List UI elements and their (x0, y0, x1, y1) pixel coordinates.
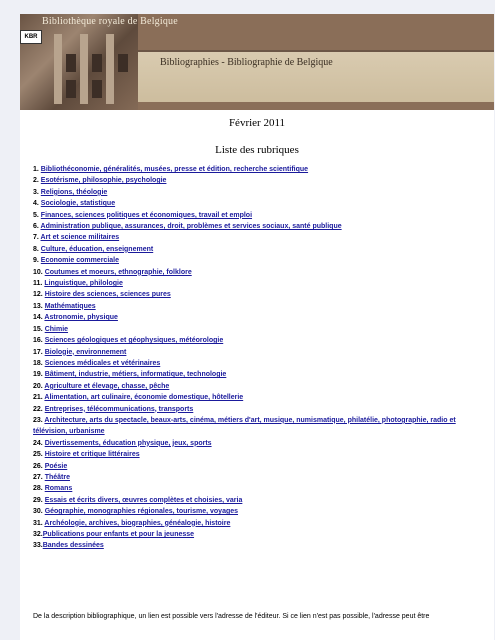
rubrique-item (33, 210, 491, 221)
rubrique-link[interactable]: Géographie, monographies régionales, tourisme, voyages (44, 508, 239, 516)
rubrique-number: 17. (33, 348, 43, 356)
rubrique-link[interactable]: Alimentation, art culinaire, économie domestique, hôtellerie (44, 394, 244, 402)
rubrique-link[interactable]: Histoire et critique littéraires (44, 451, 140, 459)
rubrique-number: 12. (33, 291, 43, 299)
rubrique-number: 28. (33, 485, 43, 493)
rubrique-number: 31. (33, 519, 43, 527)
rubrique-link[interactable]: Sciences géologiques et géophysiques, météorologie (44, 337, 224, 345)
rubrique-item (33, 278, 491, 289)
rubrique-link[interactable]: Chimie (44, 325, 69, 333)
rubrique-item (33, 438, 491, 449)
rubrique-link[interactable]: Architecture, arts du spectacle, beaux-arts, cinéma, métiers d'art, musique, numismatique, philatélie, photographie, radio et télévision, urbanisme (33, 416, 456, 436)
rubrique-item (33, 301, 491, 312)
rubrique-link[interactable]: Bandes dessinées (42, 542, 104, 550)
rubrique-link[interactable]: Biologie, environnement (44, 348, 127, 356)
rubrique-item (33, 244, 491, 255)
rubrique-number: 13. (33, 302, 43, 310)
rubrique-link[interactable]: Astronomie, physique (44, 314, 118, 322)
rubrique-number: 3. (33, 188, 39, 196)
library-building-photo (20, 14, 138, 110)
rubrique-item (33, 392, 491, 403)
rubrique-number: 32. (33, 531, 43, 538)
rubrique-item (33, 449, 491, 460)
rubrique-item (33, 506, 491, 517)
rubrique-link[interactable]: Bibliothéconomie, généralités, musées, presse et édition, recherche scientifique (40, 166, 309, 173)
rubrique-link[interactable]: Romans (44, 485, 73, 493)
kbr-logo[interactable]: KBR (20, 30, 42, 44)
rubrique-item (33, 289, 491, 300)
issue-date-heading: Février 2011 (228, 117, 286, 129)
rubrique-item (33, 472, 491, 483)
rubrique-link[interactable]: Sciences médicales et vétérinaires (44, 359, 161, 367)
rubrique-number: 10. (33, 268, 43, 276)
rubrique-number: 25. (33, 451, 43, 459)
rubrique-link[interactable]: Mathématiques (44, 302, 96, 310)
rubrique-item (33, 232, 491, 243)
rubrique-number: 18. (33, 359, 43, 367)
rubrique-number: 21. (33, 394, 43, 402)
rubrique-item (33, 198, 491, 209)
rubrique-number: 30. (33, 508, 43, 516)
rubrique-link[interactable]: Finances, sciences politiques et économiques, travail et emploi (40, 211, 253, 219)
rubrique-number: 16. (33, 337, 43, 345)
rubrique-item (33, 187, 491, 198)
rubrique-link[interactable]: Histoire des sciences, sciences pures (44, 291, 171, 299)
rubrique-item (33, 221, 491, 232)
rubrique-item (33, 255, 491, 266)
rubrique-link[interactable]: Divertissements, éducation physique, jeux, sports (44, 439, 212, 447)
rubrique-link[interactable]: Essais et écrits divers, œuvres complètes et choisies, varia (44, 496, 243, 504)
rubrique-number: 8. (33, 245, 39, 253)
rubrique-link[interactable]: Economie commerciale (40, 257, 119, 265)
rubrique-number: 20. (33, 382, 43, 390)
rubrique-item (33, 324, 491, 335)
rubrique-link[interactable]: Culture, éducation, enseignement (40, 245, 154, 253)
rubrique-number: 1. (33, 166, 39, 173)
rubrique-number: 4. (33, 200, 39, 208)
section-title: Bibliographies - Bibliographie de Belgique (160, 57, 333, 68)
rubrique-link[interactable]: Esotérisme, philosophie, psychologie (40, 177, 167, 185)
rubrique-number: 15. (33, 325, 43, 333)
header-banner (20, 14, 494, 110)
rubrique-number: 2. (33, 177, 39, 185)
library-name: Bibliothèque royale de Belgique (42, 16, 178, 27)
rubrique-number: 7. (33, 234, 39, 242)
rubrique-item (33, 175, 491, 186)
rubrique-number: 29. (33, 496, 43, 504)
rubrique-number: 19. (33, 371, 43, 379)
rubrique-item (33, 529, 491, 540)
document-page (20, 14, 494, 640)
rubrique-number: 33. (33, 542, 43, 550)
rubrique-item (33, 369, 491, 380)
rubrique-link[interactable]: Coutumes et moeurs, ethnographie, folklore (44, 268, 192, 276)
rubrique-item (33, 381, 491, 392)
rubrique-item (33, 483, 491, 494)
rubrique-number: 26. (33, 462, 43, 470)
rubrique-link[interactable]: Art et science militaires (40, 234, 120, 242)
rubrique-number: 22. (33, 405, 43, 413)
rubrique-item (33, 358, 491, 369)
rubrique-link[interactable]: Poésie (44, 462, 68, 470)
rubrique-number: 27. (33, 473, 43, 481)
rubrique-link[interactable]: Religions, théologie (40, 188, 108, 196)
rubrique-number: 9. (33, 257, 39, 265)
rubrique-item (33, 347, 491, 358)
rubrique-item (33, 518, 491, 529)
rubrique-number: 23. (33, 416, 43, 424)
rubrique-item (33, 335, 491, 346)
rubrique-link[interactable]: Sociologie, statistique (40, 200, 116, 208)
rubrique-link[interactable]: Bâtiment, industrie, métiers, informatique, technologie (44, 371, 227, 379)
rubrique-number: 5. (33, 211, 39, 219)
list-heading: Liste des rubriques (215, 144, 299, 156)
rubrique-link[interactable]: Archéologie, archives, biographies, généalogie, histoire (44, 519, 231, 527)
rubrique-item (33, 404, 491, 415)
rubrique-number: 11. (33, 280, 43, 288)
rubrique-item (33, 164, 491, 175)
rubrique-item (33, 540, 491, 551)
rubrique-item (33, 495, 491, 506)
rubrique-number: 6. (33, 223, 39, 231)
rubrique-item (33, 461, 491, 472)
rubrique-number: 24. (33, 439, 43, 447)
rubrique-link[interactable]: Théâtre (44, 473, 70, 481)
rubrique-item (33, 415, 491, 438)
footer-note: De la description bibliographique, un lien est possible vers l'adresse de l'éditeur. Si ce lien n'est pas possible, l'adresse peut être (33, 613, 430, 620)
rubrique-item (33, 267, 491, 278)
rubrique-link[interactable]: Administration publique, assurances, droit, problèmes et services sociaux, santé publique (40, 223, 342, 231)
rubrique-link[interactable]: Publications pour enfants et pour la jeunesse (42, 531, 195, 538)
rubrique-item (33, 312, 491, 323)
rubriques-list (33, 164, 491, 552)
rubrique-link[interactable]: Linguistique, philologie (44, 280, 123, 288)
rubrique-number: 14. (33, 314, 43, 322)
rubrique-link[interactable]: Agriculture et élevage, chasse, pêche (44, 382, 170, 390)
rubrique-link[interactable]: Entreprises, télécommunications, transports (44, 405, 194, 413)
